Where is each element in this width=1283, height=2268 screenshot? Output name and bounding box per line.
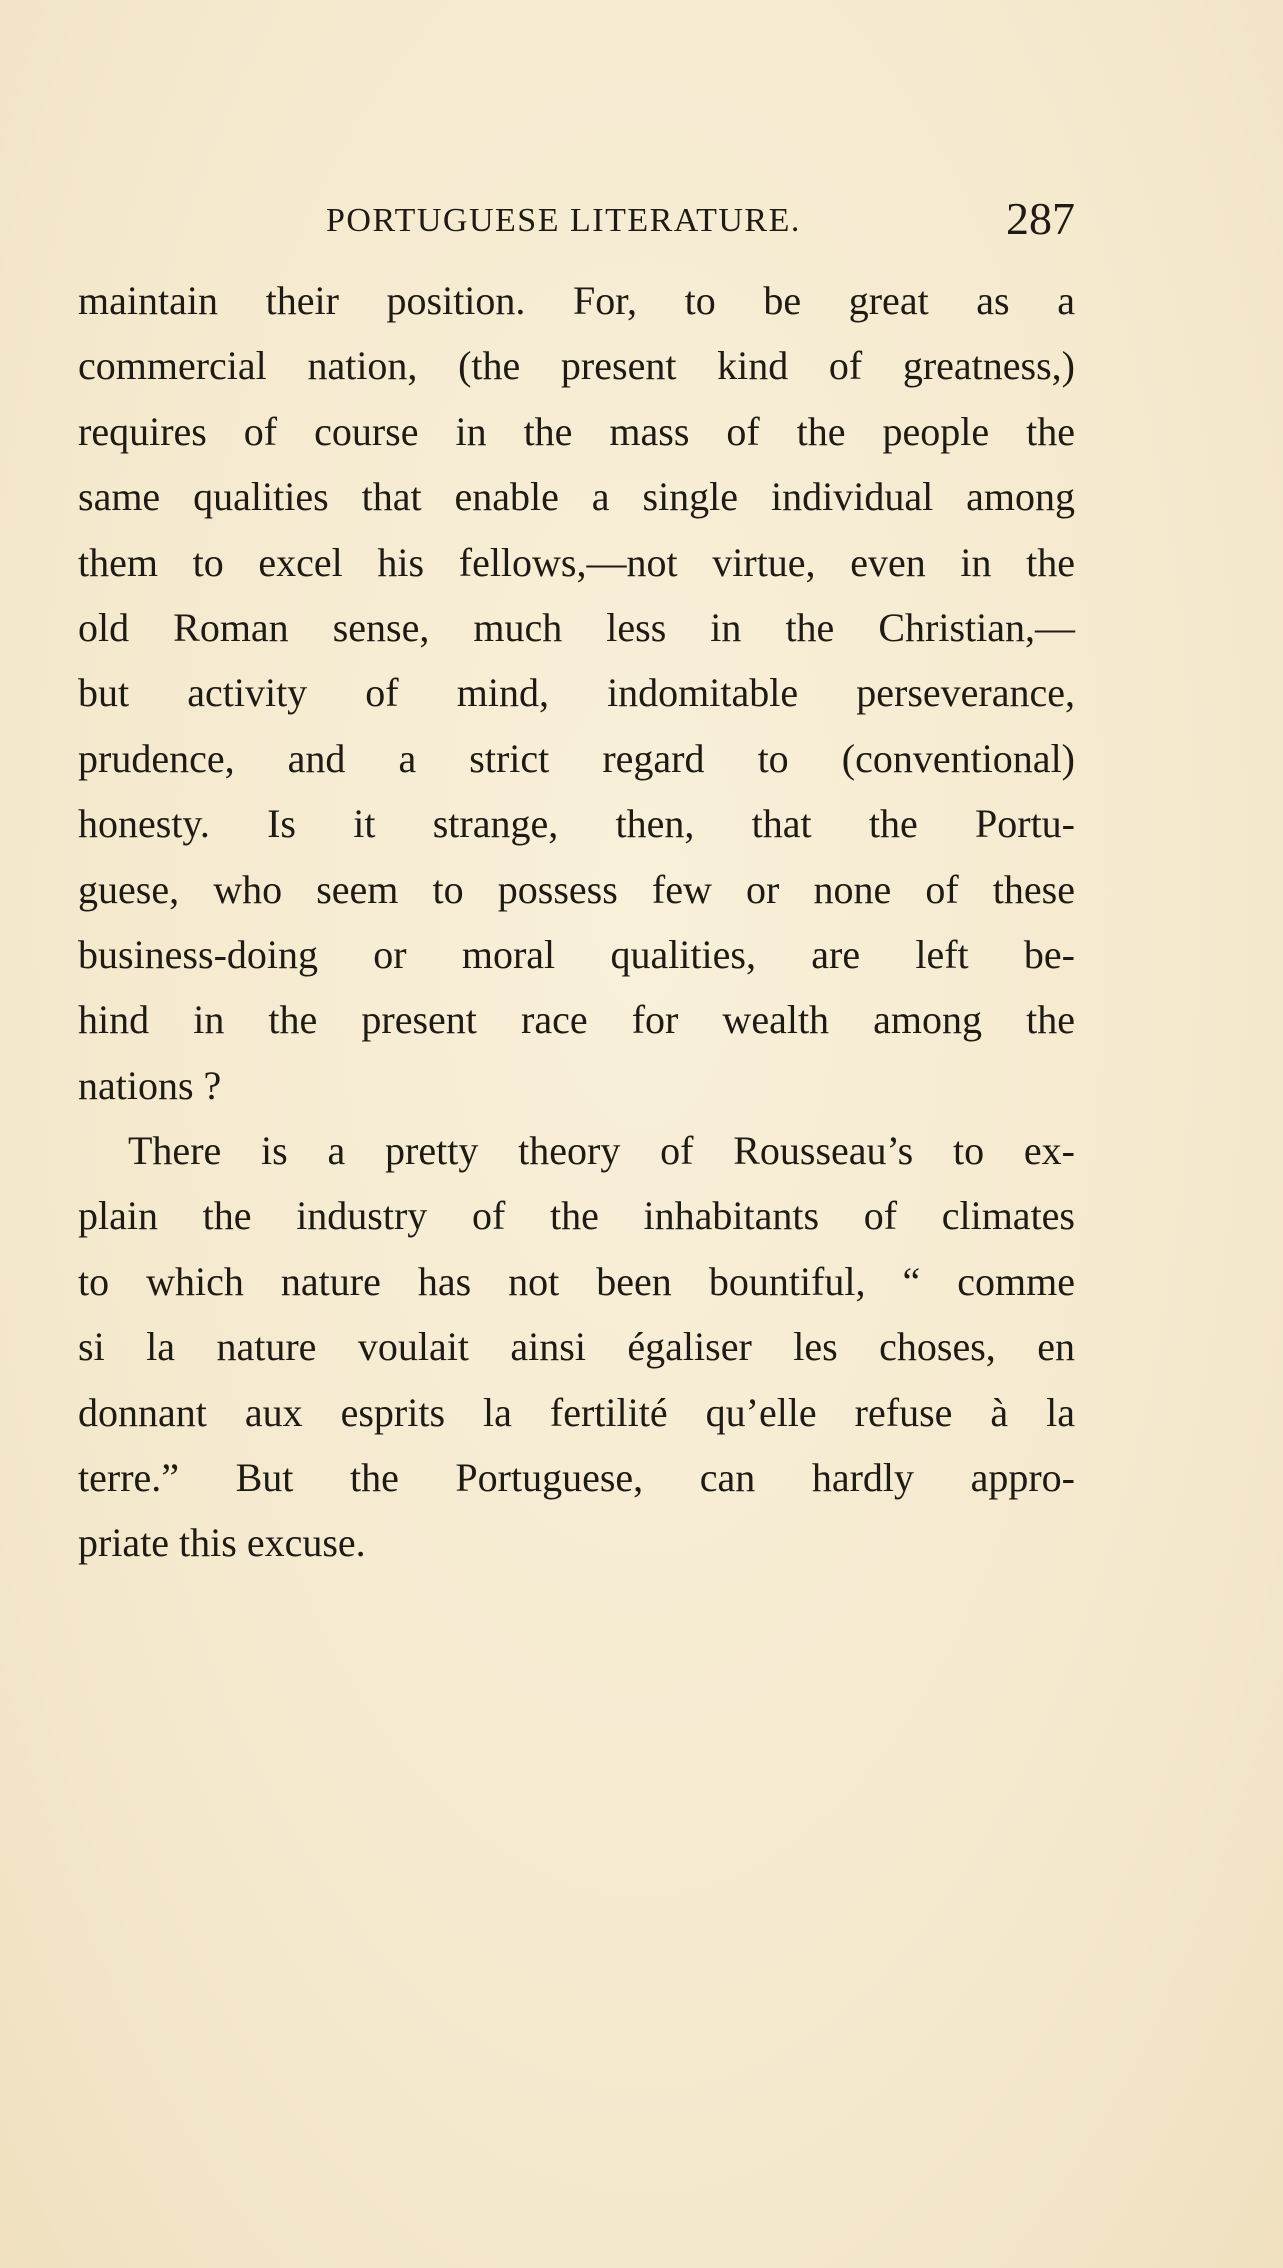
text-line: them to excel his fellows,—not virtue, even in the bbox=[78, 539, 1075, 585]
text-line: plain the industry of the inhabitants of climates bbox=[78, 1193, 1075, 1239]
text-line: terre.” But the Portuguese, can hardly appro- bbox=[78, 1455, 1075, 1501]
text-line: old Roman sense, much less in the Christian,— bbox=[78, 604, 1075, 650]
paragraph-1 bbox=[78, 268, 1075, 1118]
text-line: commercial nation, (the present kind of greatness,) bbox=[78, 343, 1075, 389]
text-line: guese, who seem to possess few or none of these bbox=[78, 866, 1075, 912]
text-line: requires of course in the mass of the people the bbox=[78, 408, 1075, 454]
text-line: hind in the present race for wealth among the bbox=[78, 997, 1075, 1043]
text-line: honesty. Is it strange, then, that the Portu- bbox=[78, 801, 1075, 847]
text-line: maintain their position. For, to be great as a bbox=[78, 278, 1075, 323]
text-line: priate this excuse. bbox=[78, 1520, 366, 1566]
running-head bbox=[78, 192, 1075, 252]
running-title: PORTUGUESE LITERATURE. bbox=[326, 202, 801, 239]
text-line: but activity of mind, indomitable perseverance, bbox=[78, 670, 1075, 716]
text-line: donnant aux esprits la fertilité qu’elle refuse à la bbox=[78, 1389, 1075, 1435]
text-line: business-doing or moral qualities, are left be- bbox=[78, 931, 1075, 977]
body-text bbox=[78, 268, 1075, 1576]
text-line: to which nature has not been bountiful, “ comme bbox=[78, 1258, 1075, 1304]
text-line: same qualities that enable a single individual among bbox=[78, 474, 1075, 520]
text-line: si la nature voulait ainsi égaliser les choses, en bbox=[78, 1324, 1075, 1370]
text-line: nations ? bbox=[78, 1062, 222, 1108]
text-line: prudence, and a strict regard to (conventional) bbox=[78, 735, 1075, 781]
paragraph-2 bbox=[78, 1118, 1075, 1576]
text-line: There is a pretty theory of Rousseau’s to ex- bbox=[128, 1128, 1075, 1174]
page-number: 287 bbox=[1006, 193, 1075, 244]
